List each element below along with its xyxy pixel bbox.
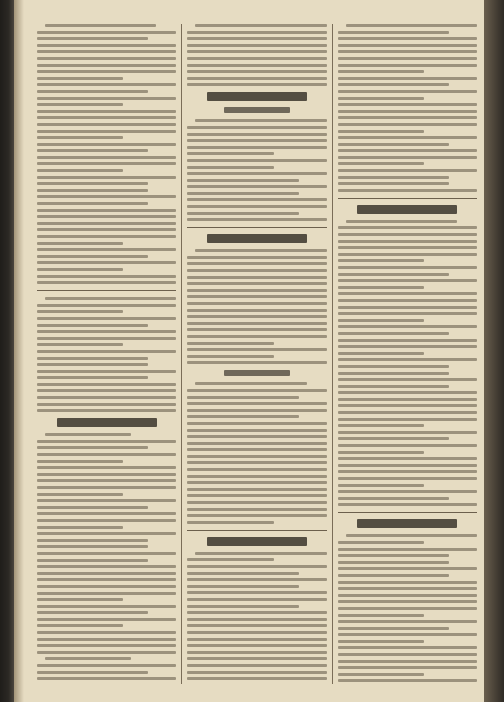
text-line — [338, 679, 477, 682]
book-spine — [0, 0, 14, 702]
text-line — [187, 361, 326, 364]
text-line — [338, 130, 424, 133]
text-line — [37, 519, 176, 522]
text-line — [338, 246, 477, 249]
text-line — [338, 292, 477, 295]
text-line — [187, 514, 326, 517]
section-heading — [357, 519, 457, 528]
text-line — [338, 620, 477, 623]
text-line — [187, 348, 326, 351]
text-line — [37, 677, 176, 680]
text-line — [37, 103, 123, 106]
text-line — [37, 512, 176, 515]
text-line — [37, 559, 148, 562]
middle-column — [181, 24, 331, 684]
text-line — [37, 486, 176, 489]
text-line — [187, 578, 326, 581]
text-line — [338, 673, 424, 676]
text-line — [346, 24, 477, 27]
text-line — [338, 306, 477, 309]
text-line — [187, 468, 326, 471]
text-line — [187, 198, 326, 201]
text-line — [338, 189, 477, 192]
section-heading — [207, 537, 307, 546]
text-line — [338, 110, 477, 113]
text-line — [37, 123, 176, 126]
text-line — [338, 418, 477, 421]
text-line — [37, 317, 176, 320]
text-line — [37, 611, 148, 614]
text-line — [187, 355, 273, 358]
text-line — [338, 437, 449, 440]
text-line — [37, 578, 176, 581]
text-line — [187, 664, 326, 667]
text-line — [187, 475, 326, 478]
text-line — [187, 289, 326, 292]
page-gutter-shadow — [14, 0, 24, 702]
text-line — [187, 651, 326, 654]
text-line — [37, 222, 176, 225]
text-line — [37, 255, 148, 258]
text-line — [37, 83, 176, 86]
text-line — [338, 444, 477, 447]
text-line — [338, 182, 449, 185]
text-line — [346, 534, 477, 537]
text-line — [187, 335, 326, 338]
text-line — [37, 506, 148, 509]
text-line — [338, 240, 477, 243]
text-line — [37, 638, 176, 641]
section-divider — [338, 198, 477, 199]
text-line — [187, 342, 273, 345]
text-line — [187, 57, 326, 60]
text-line — [37, 202, 148, 205]
text-line — [338, 37, 477, 40]
text-line — [338, 574, 449, 577]
text-line — [338, 169, 477, 172]
text-line — [37, 440, 176, 443]
text-line — [37, 77, 123, 80]
text-line — [338, 312, 477, 315]
text-line — [338, 431, 477, 434]
text-line — [338, 358, 477, 361]
text-line — [187, 262, 326, 265]
text-line — [45, 24, 156, 27]
text-line — [187, 315, 326, 318]
section-heading — [207, 92, 307, 101]
text-line — [346, 220, 457, 223]
section-heading — [207, 234, 307, 243]
text-line — [187, 624, 326, 627]
text-line — [187, 70, 326, 73]
text-line — [187, 605, 298, 608]
text-line — [37, 396, 176, 399]
text-line — [187, 631, 326, 634]
text-line — [37, 31, 176, 34]
text-line — [187, 572, 298, 575]
text-line — [37, 162, 176, 165]
newspaper-page — [14, 0, 484, 702]
text-line — [37, 466, 176, 469]
text-line — [338, 319, 424, 322]
text-line — [187, 212, 298, 215]
text-line — [187, 282, 326, 285]
text-line — [338, 103, 477, 106]
text-line — [338, 640, 424, 643]
text-line — [37, 545, 148, 548]
text-line — [338, 162, 424, 165]
text-line — [45, 657, 131, 660]
text-line — [338, 352, 424, 355]
text-line — [338, 633, 477, 636]
text-line — [37, 664, 176, 667]
text-line — [37, 532, 176, 535]
text-line — [338, 31, 449, 34]
text-line — [37, 215, 176, 218]
text-line — [187, 591, 326, 594]
text-line — [187, 172, 326, 175]
text-columns — [32, 24, 482, 684]
section-heading — [57, 418, 157, 427]
text-line — [187, 488, 326, 491]
text-line — [37, 350, 176, 353]
text-line — [338, 50, 477, 53]
text-line — [338, 156, 477, 159]
text-line — [37, 383, 176, 386]
text-line — [187, 64, 326, 67]
text-line — [187, 422, 326, 425]
text-line — [338, 587, 477, 590]
text-line — [338, 143, 449, 146]
text-line — [37, 473, 176, 476]
text-line — [338, 554, 449, 557]
text-line — [338, 548, 477, 551]
text-line — [187, 126, 326, 129]
text-line — [37, 110, 176, 113]
text-line — [338, 600, 477, 603]
text-line — [37, 493, 123, 496]
text-line — [187, 159, 326, 162]
text-line — [37, 156, 176, 159]
text-line — [338, 273, 449, 276]
text-line — [187, 409, 326, 412]
text-line — [338, 339, 477, 342]
text-line — [187, 415, 298, 418]
text-line — [338, 136, 477, 139]
text-line — [187, 521, 273, 524]
text-line — [37, 671, 148, 674]
text-line — [187, 328, 326, 331]
text-line — [338, 266, 477, 269]
text-line — [37, 330, 176, 333]
text-line — [338, 470, 477, 473]
text-line — [37, 97, 176, 100]
text-line — [187, 558, 273, 561]
text-line — [338, 77, 477, 80]
text-line — [338, 490, 477, 493]
text-line — [195, 382, 306, 385]
section-heading — [224, 370, 291, 376]
text-line — [338, 464, 477, 467]
text-line — [187, 276, 326, 279]
text-line — [37, 539, 148, 542]
text-line — [338, 581, 477, 584]
text-line — [187, 435, 326, 438]
text-line — [338, 325, 477, 328]
book-edge — [484, 0, 504, 702]
text-line — [37, 370, 176, 373]
text-line — [338, 503, 477, 506]
text-line — [338, 378, 477, 381]
text-line — [338, 477, 477, 480]
text-line — [338, 226, 477, 229]
text-line — [338, 332, 449, 335]
text-line — [187, 657, 326, 660]
text-line — [338, 299, 477, 302]
text-line — [37, 130, 176, 133]
text-line — [338, 385, 449, 388]
text-line — [187, 185, 326, 188]
text-line — [195, 119, 326, 122]
text-line — [338, 253, 477, 256]
text-line — [187, 269, 326, 272]
text-line — [338, 372, 449, 375]
text-line — [338, 116, 477, 119]
text-line — [338, 233, 477, 236]
text-line — [338, 594, 477, 597]
text-line — [187, 644, 326, 647]
text-line — [338, 411, 477, 414]
section-divider — [187, 530, 326, 531]
text-line — [338, 457, 477, 460]
text-line — [37, 565, 176, 568]
text-line — [37, 499, 176, 502]
text-line — [338, 666, 477, 669]
text-line — [338, 176, 449, 179]
text-line — [338, 279, 477, 282]
text-line — [37, 409, 176, 412]
text-line — [338, 123, 477, 126]
text-line — [37, 453, 176, 456]
text-line — [187, 455, 326, 458]
text-line — [338, 660, 477, 663]
text-line — [338, 627, 449, 630]
text-line — [187, 50, 326, 53]
text-line — [37, 195, 176, 198]
text-line — [338, 607, 477, 610]
text-line — [37, 176, 176, 179]
text-line — [187, 295, 326, 298]
text-line — [338, 64, 477, 67]
text-line — [37, 149, 148, 152]
text-line — [195, 552, 326, 555]
text-line — [187, 638, 326, 641]
text-line — [37, 143, 176, 146]
text-line — [338, 653, 477, 656]
text-line — [187, 501, 326, 504]
section-divider — [37, 290, 176, 291]
text-line — [338, 614, 424, 617]
text-line — [187, 146, 326, 149]
text-line — [37, 651, 176, 654]
text-line — [37, 209, 176, 212]
text-line — [37, 624, 123, 627]
text-line — [37, 363, 148, 366]
text-line — [187, 611, 326, 614]
text-line — [195, 24, 326, 27]
text-line — [37, 389, 176, 392]
text-line — [37, 618, 176, 621]
text-line — [37, 592, 176, 595]
text-line — [338, 451, 424, 454]
text-line — [195, 249, 326, 252]
text-line — [37, 70, 176, 73]
text-line — [37, 37, 148, 40]
section-heading — [224, 107, 291, 113]
text-line — [37, 50, 176, 53]
text-line — [37, 376, 148, 379]
text-line — [187, 481, 326, 484]
text-line — [187, 448, 326, 451]
text-line — [37, 57, 176, 60]
text-line — [187, 389, 326, 392]
text-line — [37, 64, 176, 67]
text-line — [37, 526, 123, 529]
text-line — [37, 460, 123, 463]
text-line — [187, 44, 326, 47]
text-line — [37, 268, 123, 271]
text-line — [187, 83, 326, 86]
text-line — [338, 345, 477, 348]
text-line — [187, 402, 326, 405]
text-line — [187, 152, 273, 155]
text-line — [187, 671, 326, 674]
text-line — [187, 598, 326, 601]
text-line — [187, 31, 326, 34]
text-line — [37, 275, 176, 278]
text-line — [338, 497, 449, 500]
text-line — [37, 310, 123, 313]
text-line — [338, 149, 477, 152]
text-line — [338, 83, 449, 86]
text-line — [37, 235, 176, 238]
text-line — [37, 116, 176, 119]
text-line — [187, 508, 326, 511]
text-line — [187, 322, 326, 325]
text-line — [338, 286, 424, 289]
text-line — [187, 139, 326, 142]
text-line — [37, 446, 148, 449]
text-line — [187, 309, 326, 312]
text-line — [187, 429, 326, 432]
text-line — [187, 166, 273, 169]
text-line — [37, 403, 176, 406]
text-line — [187, 133, 326, 136]
text-line — [37, 598, 123, 601]
text-line — [37, 605, 176, 608]
right-column — [332, 24, 482, 684]
text-line — [338, 484, 424, 487]
text-line — [187, 618, 326, 621]
text-line — [187, 677, 326, 680]
text-line — [37, 242, 123, 245]
text-line — [187, 302, 326, 305]
text-line — [37, 261, 176, 264]
text-line — [37, 631, 176, 634]
text-line — [37, 136, 123, 139]
text-line — [187, 494, 326, 497]
text-line — [45, 433, 131, 436]
text-line — [37, 479, 176, 482]
text-line — [37, 304, 176, 307]
text-line — [187, 256, 326, 259]
text-line — [338, 365, 449, 368]
left-column — [32, 24, 181, 684]
text-line — [45, 297, 176, 300]
text-line — [187, 585, 298, 588]
text-line — [37, 228, 176, 231]
text-line — [338, 567, 477, 570]
text-line — [187, 192, 298, 195]
text-line — [338, 404, 477, 407]
text-line — [37, 644, 176, 647]
text-line — [37, 44, 176, 47]
text-line — [37, 90, 148, 93]
text-line — [37, 337, 176, 340]
text-line — [187, 442, 326, 445]
text-line — [338, 70, 424, 73]
text-line — [37, 248, 176, 251]
text-line — [338, 44, 477, 47]
text-line — [338, 97, 424, 100]
text-line — [37, 169, 123, 172]
text-line — [37, 182, 148, 185]
text-line — [338, 391, 477, 394]
section-divider — [338, 512, 477, 513]
text-line — [187, 565, 326, 568]
text-line — [187, 179, 298, 182]
text-line — [187, 218, 326, 221]
text-line — [338, 561, 449, 564]
text-line — [338, 259, 424, 262]
text-line — [37, 189, 148, 192]
text-line — [37, 572, 176, 575]
text-line — [338, 424, 424, 427]
text-line — [338, 646, 477, 649]
text-line — [37, 357, 148, 360]
text-line — [37, 343, 123, 346]
text-line — [338, 398, 477, 401]
section-divider — [187, 227, 326, 228]
text-line — [338, 57, 477, 60]
text-line — [187, 37, 326, 40]
section-heading — [357, 205, 457, 214]
text-line — [187, 77, 326, 80]
text-line — [338, 90, 477, 93]
text-line — [37, 324, 148, 327]
text-line — [37, 552, 176, 555]
text-line — [338, 541, 424, 544]
text-line — [187, 396, 298, 399]
text-line — [37, 585, 176, 588]
text-line — [37, 281, 176, 284]
text-line — [187, 205, 326, 208]
text-line — [187, 461, 326, 464]
